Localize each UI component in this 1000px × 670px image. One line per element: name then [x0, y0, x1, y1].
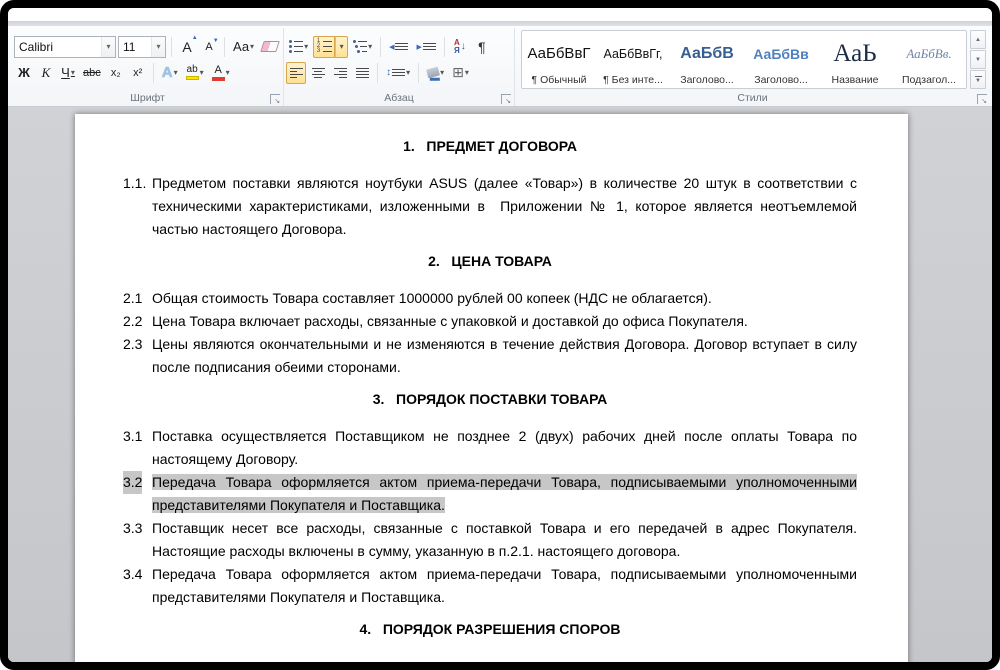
section-heading: 1. ПРЕДМЕТ ДОГОВОРА: [403, 138, 577, 154]
chevron-down-icon[interactable]: ▾: [151, 37, 165, 57]
clause-number: 2.3: [123, 336, 143, 352]
style-card-subtitle[interactable]: [898, 33, 960, 86]
chevron-down-icon: ▾: [440, 68, 445, 77]
chevron-down-icon: ▾: [225, 68, 230, 77]
font-color-icon: А: [212, 65, 225, 81]
chevron-down-icon: ▾: [199, 68, 204, 77]
line-spacing-button[interactable]: [383, 62, 413, 84]
align-left-icon: [290, 68, 303, 78]
document-workspace[interactable]: [8, 107, 992, 662]
section-heading: 2. ЦЕНА ТОВАРА: [428, 253, 552, 269]
underline-icon: Ч: [61, 65, 70, 80]
shrink-font-icon: А ▼: [205, 37, 219, 53]
document-page[interactable]: [75, 114, 908, 662]
contract-clause[interactable]: [123, 517, 857, 563]
clause-text: Цены являются окончательными и не изменяются в течение действия Договора. Договор вступает в силу после подписания обеими сторонами.: [152, 336, 857, 375]
font-group: [12, 28, 283, 106]
multilevel-list-button[interactable]: [350, 36, 375, 58]
style-preview: АаБбВв: [753, 45, 809, 62]
decrease-indent-icon: ◀: [389, 43, 408, 51]
font-name-combo[interactable]: [14, 36, 116, 58]
styles-group-label: Стили: [737, 92, 768, 104]
grow-font-icon: А ▲: [182, 34, 198, 55]
style-card-nospace[interactable]: [602, 33, 664, 86]
line-spacing-icon: ↕: [386, 67, 405, 78]
chevron-down-icon[interactable]: ▾: [335, 36, 348, 58]
window-top-strip: [8, 8, 992, 21]
clause-text: Общая стоимость Товара составляет 1000000 рублей 00 копеек (НДС не облагается).: [152, 290, 712, 306]
numbering-icon: 1 2 3: [316, 40, 332, 53]
italic-button[interactable]: [36, 62, 56, 84]
style-label: Заголово...: [680, 74, 734, 86]
styles-gallery-scrollbar: [970, 30, 986, 89]
style-card-title[interactable]: [824, 33, 886, 86]
font-color-button[interactable]: [209, 62, 233, 84]
subscript-icon: x₂: [110, 66, 121, 79]
justify-button[interactable]: [352, 62, 372, 84]
styles-group: [514, 28, 990, 106]
sort-icon: А Я ↓: [453, 37, 466, 55]
numbering-button[interactable]: [313, 36, 335, 58]
style-preview: АаБбВвГ: [527, 45, 591, 62]
styles-gallery: [521, 30, 967, 89]
paragraph-group-label: Абзац: [384, 92, 414, 104]
font-name-value: Calibri: [19, 39, 54, 54]
superscript-button[interactable]: [128, 62, 148, 84]
text-effects-icon: А: [161, 64, 173, 81]
styles-scroll-down-button[interactable]: [970, 50, 986, 69]
chevron-down-icon: ▾: [368, 42, 373, 51]
highlight-icon: ab: [186, 65, 199, 80]
contract-clause[interactable]: [123, 287, 857, 310]
chevron-down-icon: ▾: [250, 42, 255, 51]
font-group-label: Шрифт: [130, 92, 165, 104]
bullets-icon: [289, 40, 303, 53]
clause-number: 3.1: [123, 428, 143, 444]
paragraph-dialog-launcher-icon[interactable]: [501, 94, 511, 104]
grow-font-button[interactable]: [177, 36, 197, 58]
strikethrough-icon: abc: [83, 66, 101, 79]
numbering-split-button[interactable]: [313, 36, 348, 58]
change-case-button[interactable]: [230, 36, 257, 58]
style-preview: АаБбВвГг,: [603, 46, 663, 61]
styles-dialog-launcher-icon[interactable]: [977, 94, 987, 104]
clause-number: 2.2: [123, 313, 143, 329]
contract-clause[interactable]: [123, 333, 857, 379]
clause-number: 3.4: [123, 566, 143, 582]
styles-scroll-up-button[interactable]: [970, 30, 986, 49]
contract-clause[interactable]: [123, 310, 857, 333]
borders-button[interactable]: [449, 62, 472, 84]
separator: [377, 63, 378, 83]
section-heading: 4. ПОРЯДОК РАЗРЕШЕНИЯ СПОРОВ: [359, 621, 621, 637]
paint-bucket-icon: [426, 67, 440, 79]
font-size-value: 11: [123, 39, 136, 54]
justify-icon: [356, 68, 369, 78]
align-right-button[interactable]: [330, 62, 350, 84]
contract-clause[interactable]: [123, 563, 857, 609]
style-card-normal[interactable]: [528, 33, 590, 86]
align-center-button[interactable]: [308, 62, 328, 84]
style-preview: АаЬ: [833, 39, 877, 67]
borders-icon: ⊞: [452, 64, 464, 80]
clause-text: Передача Товара оформляется актом приема-передачи Товара, подписываемыми уполномоченными представителями Покупателя и Поставщика.: [152, 474, 857, 513]
paragraph-group: [283, 28, 514, 106]
highlight-color-button[interactable]: [183, 62, 207, 84]
separator: [224, 37, 225, 57]
contract-clause-selected[interactable]: [123, 471, 857, 517]
styles-more-button[interactable]: [970, 70, 986, 89]
font-dialog-launcher-icon[interactable]: [270, 94, 280, 104]
bold-icon: Ж: [18, 65, 30, 80]
contract-clause[interactable]: [123, 425, 857, 471]
down-arrow-icon: ▼: [975, 56, 981, 63]
clause-number: 2.1: [123, 290, 143, 306]
clause-text: Поставка осуществляется Поставщиком не позднее 2 (двух) рабочих дней после оплаты Товара по настоящему Договору.: [152, 428, 857, 467]
clause-text: Предметом поставки являются ноутбуки ASUS (далее «Товар») в количестве 20 штук в соответствии с техническими характеристиками, изложенными в Приложении № 1, которое является неотъемлемой частью настоящего Договора.: [152, 175, 857, 237]
show-paragraph-marks-button[interactable]: [472, 36, 492, 58]
italic-icon: К: [41, 64, 51, 80]
separator: [444, 37, 445, 57]
bold-button[interactable]: [14, 62, 34, 84]
clause-number: 1.1.: [123, 175, 147, 191]
up-arrow-icon: ▲: [975, 36, 981, 43]
font-size-combo[interactable]: [118, 36, 166, 58]
pilcrow-icon: ¶: [478, 38, 486, 55]
chevron-down-icon: ▾: [464, 68, 469, 77]
style-label: Заголово...: [754, 74, 808, 86]
sort-button[interactable]: [450, 36, 470, 58]
section-heading: 3. ПОРЯДОК ПОСТАВКИ ТОВАРА: [372, 391, 608, 407]
change-case-icon: Аа: [233, 39, 250, 54]
contract-clause[interactable]: [123, 172, 857, 241]
underline-button[interactable]: [58, 62, 78, 84]
clause-number: 3.2: [123, 471, 142, 494]
style-card-h2[interactable]: [750, 33, 812, 86]
chevron-down-icon: ▾: [304, 42, 309, 51]
clause-text: Цена Товара включает расходы, связанные с упаковкой и доставкой до офиса Покупателя.: [152, 313, 748, 329]
decrease-indent-button[interactable]: [386, 36, 411, 58]
chevron-down-icon: ▾: [70, 68, 75, 77]
text-effects-button[interactable]: [159, 62, 181, 84]
ribbon: [8, 26, 992, 107]
style-label: ¶ Обычный: [531, 74, 587, 86]
style-label: Подзагол...: [901, 74, 957, 86]
clear-formatting-button[interactable]: [259, 36, 281, 58]
increase-indent-button[interactable]: [413, 36, 438, 58]
chevron-down-icon: ▾: [406, 68, 411, 77]
style-preview: АаБбВ: [680, 44, 734, 62]
chevron-down-icon[interactable]: ▾: [101, 37, 115, 57]
shading-button[interactable]: [424, 62, 447, 84]
style-label: Название: [831, 74, 879, 86]
separator: [171, 37, 172, 57]
separator: [153, 63, 154, 83]
align-left-button[interactable]: [286, 62, 306, 84]
shrink-font-button[interactable]: [199, 36, 219, 58]
style-preview: АаБбВв.: [906, 45, 952, 61]
subscript-button[interactable]: [106, 62, 126, 84]
clause-text: Поставщик несет все расходы, связанные с поставкой Товара и его передачей в адрес Покупателя. Настоящие расходы включены в сумму, указанную в п.2.1. настоящего договора.: [152, 520, 857, 559]
style-card-h1[interactable]: [676, 33, 738, 86]
more-styles-icon: ▼: [975, 77, 981, 84]
strikethrough-button[interactable]: [80, 62, 104, 84]
align-center-icon: [312, 68, 325, 78]
clause-number: 3.3: [123, 520, 143, 536]
eraser-icon: [260, 41, 280, 52]
superscript-icon: x²: [133, 66, 143, 79]
style-label: ¶ Без инте...: [603, 74, 663, 86]
separator: [380, 37, 381, 57]
align-right-icon: [334, 68, 347, 78]
bullets-button[interactable]: [286, 36, 311, 58]
clause-text: Передача Товара оформляется актом приема-передачи Товара, подписываемыми уполномоченными представителями Покупателя и Поставщика.: [152, 566, 857, 605]
multilevel-list-icon: [353, 40, 367, 53]
chevron-down-icon: ▾: [173, 68, 178, 77]
increase-indent-icon: ▶: [416, 43, 435, 51]
separator: [418, 63, 419, 83]
